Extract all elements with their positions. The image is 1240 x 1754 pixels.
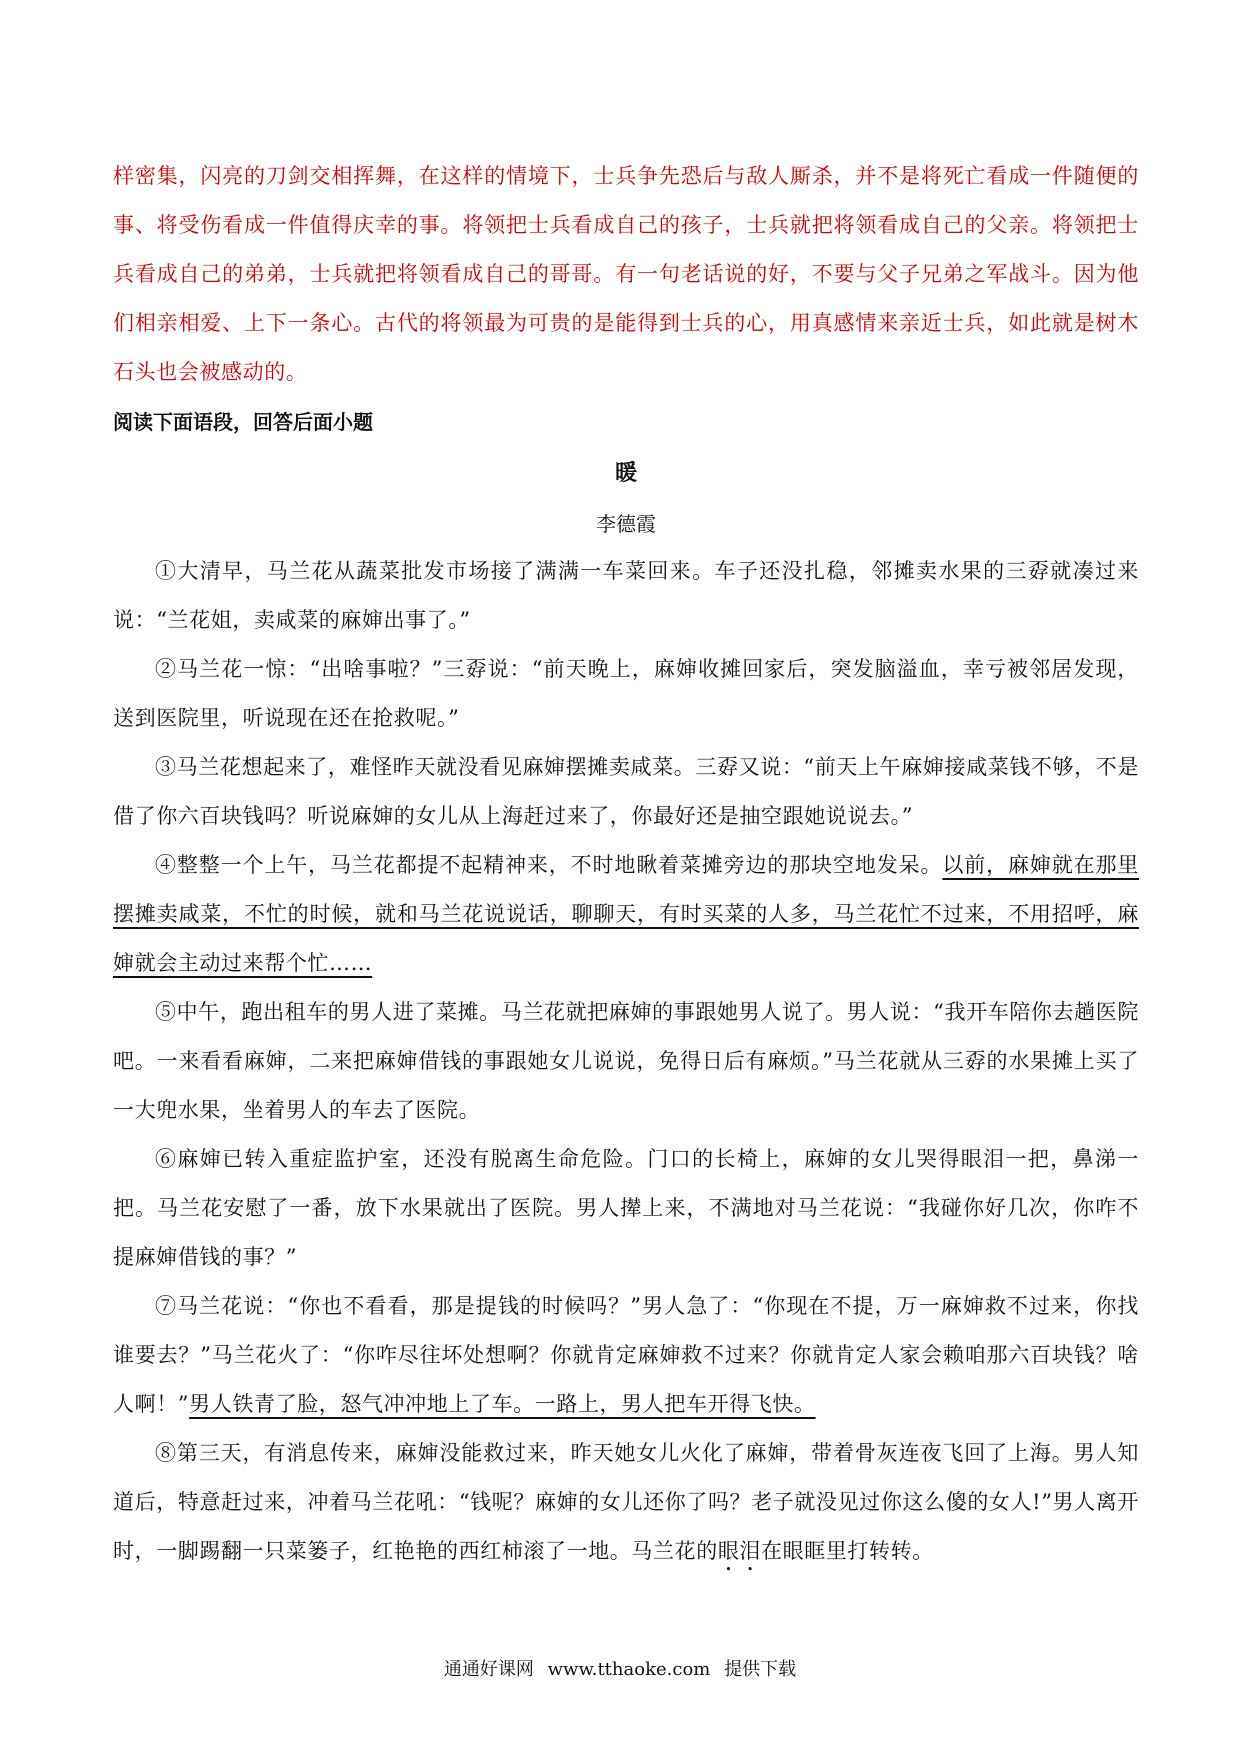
paragraph-8-emphasized-word: 眼泪 [717, 1539, 762, 1563]
paragraph-6: ⑥麻婶已转入重症监护室，还没有脱离生命危险。门口的长椅上，麻婶的女儿哭得眼泪一把，鼻涕一把。马兰花安慰了一番，放下水果就出了医院。男人撵上来，不满地对马兰花说：“我碰你好几次，你咋不提麻婶借钱的事？” [113, 1147, 1139, 1269]
paragraph-7 [113, 1282, 1139, 1429]
paragraph-2: ②马兰花一惊：“出啥事啦？”三孬说：“前天晚上，麻婶收摊回家后，突发脑溢血，幸亏被邻居发现，送到医院里，听说现在还在抢救呢。” [113, 657, 1139, 730]
paragraph-5: ⑤中午，跑出租车的男人进了菜摊。马兰花就把麻婶的事跟她男人说了。男人说：“我开车陪你去趟医院吧。一来看看麻婶，二来把麻婶借钱的事跟她女儿说说，免得日后有麻烦。”马兰花就从三孬的水果摊上买了一大兜水果，坐着男人的车去了医院。 [113, 1000, 1139, 1122]
page-footer [0, 1655, 1240, 1681]
paragraph-8-text-end: 在眼眶里打转转。 [761, 1539, 934, 1563]
paragraph-4-text: ④整整一个上午，马兰花都提不起精神来，不时地瞅着菜摊旁边的那块空地发呆。 [155, 853, 943, 877]
paragraph-1: ①大清早，马兰花从蔬菜批发市场接了满满一车菜回来。车子还没扎稳，邻摊卖水果的三孬就凑过来说：“兰花姐，卖咸菜的麻婶出事了。” [113, 559, 1139, 632]
paragraph-7-underlined-sentence: 男人铁青了脸，怒气冲冲地上了车。一路上，男人把车开得飞快。 [189, 1392, 816, 1416]
page-content [113, 152, 1139, 1576]
footer-url: www.tthaoke.com [547, 1659, 711, 1680]
footer-site-name: 通通好课网 [443, 1659, 534, 1680]
footer-suffix: 提供下载 [724, 1659, 797, 1680]
intro-translation-text: 样密集，闪亮的刀剑交相挥舞，在这样的情境下，士兵争先恐后与敌人厮杀，并不是将死亡看成一件随便的事、将受伤看成一件值得庆幸的事。将领把士兵看成自己的孩子，士兵就把将领看成自己的父亲。将领把士兵看成自己的弟弟，士兵就把将领看成自己的哥哥。有一句老话说的好，不要与父子兄弟之军战斗。因为他们相亲相爱、上下一条心。古代的将领最为可贵的是能得到士兵的心，用真感情来亲近士兵，如此就是树木石头也会被感动的。 [113, 164, 1139, 384]
article-title: 暖 [614, 461, 637, 486]
paragraph-8 [113, 1429, 1139, 1576]
paragraph-8-text: ⑧第三天，有消息传来，麻婶没能救过来，昨天她女儿火化了麻婶，带着骨灰连夜飞回了上海。男人知道后，特意赶过来，冲着马兰花吼：“钱呢？麻婶的女儿还你了吗？老子就没见过你这么傻的女人!”男人离开时，一脚踢翻一只菜篓子，红艳艳的西红柿滚了一地。马兰花的 [113, 1441, 1139, 1563]
article-author: 李德霞 [596, 512, 656, 536]
paragraph-3: ③马兰花想起来了，难怪昨天就没看见麻婶摆摊卖咸菜。三孬又说：“前天上午麻婶接咸菜钱不够，不是借了你六百块钱吗？听说麻婶的女儿从上海赶过来了，你最好还是抽空跟她说说去。” [113, 755, 1139, 828]
paragraph-4 [113, 841, 1139, 988]
paragraph-4-underlined-sentence: 以前，麻婶就在那里摆摊卖咸菜，不忙的时候，就和马兰花说说话，聊聊天，有时买菜的人多，马兰花忙不过来，不用招呼，麻婶就会主动过来帮个忙…… [113, 853, 1139, 975]
section-heading: 阅读下面语段，回答后面小题 [113, 410, 373, 434]
paragraph-7-text: ⑦马兰花说：“你也不看看，那是提钱的时候吗？”男人急了：“你现在不提，万一麻婶救不过来，你找谁要去？”马兰花火了：“你咋尽往坏处想啊？你就肯定麻婶救不过来？你就肯定人家会赖咱那六百块钱？啥人啊！” [113, 1294, 1139, 1416]
